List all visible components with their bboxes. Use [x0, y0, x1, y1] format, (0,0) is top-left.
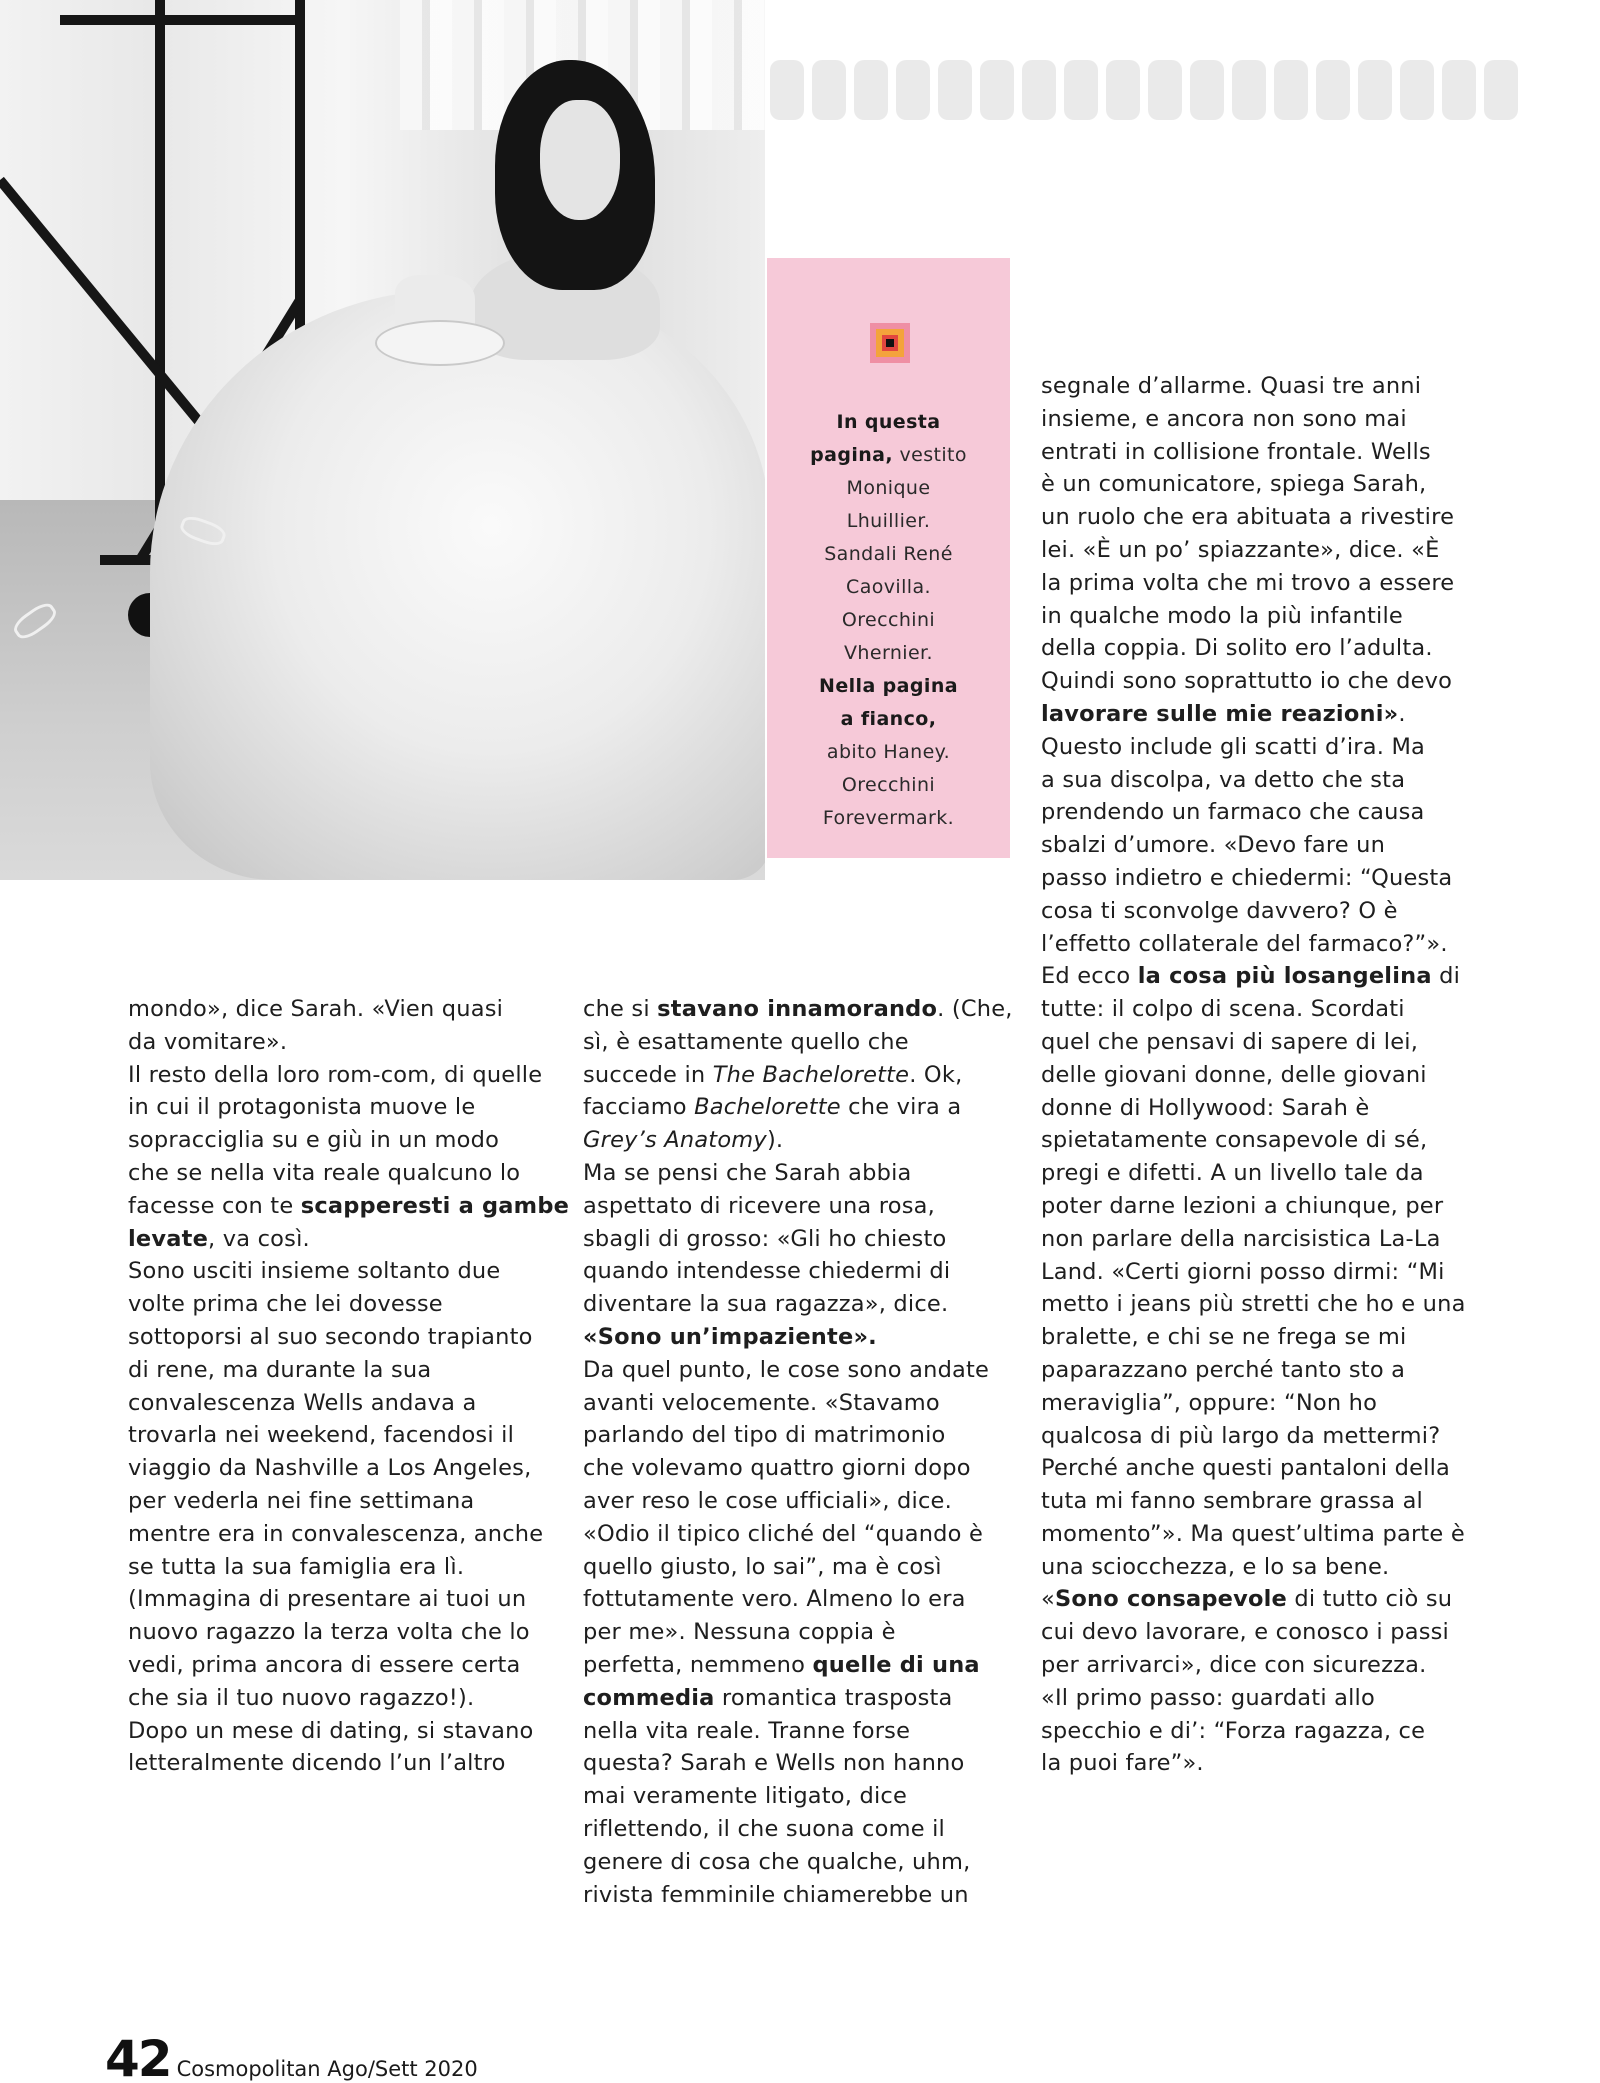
caption-text: Forevermark.: [822, 807, 955, 829]
text-line: [1041, 1026, 1466, 1059]
text-line: [583, 1715, 1013, 1748]
text-line: [1041, 928, 1466, 961]
caption-bold-text: Nella pagina: [819, 675, 958, 697]
text-line: [1041, 1092, 1466, 1125]
text-run: metto i jeans più stretti che ho e una: [1041, 1291, 1466, 1318]
text-line: [1041, 1551, 1466, 1584]
text-line: [583, 1255, 1013, 1288]
text-run: poter darne lezioni a chiunque, per: [1041, 1192, 1444, 1219]
text-run: specchio e di’: “Forza ragazza, ce: [1041, 1717, 1426, 1744]
text-line: [1041, 960, 1466, 993]
text-run: viaggio da Nashville a Los Angeles,: [128, 1455, 532, 1482]
text-run: passo indietro e chiedermi: “Questa: [1041, 864, 1453, 891]
text-run: per me». Nessuna coppia è: [583, 1619, 896, 1646]
text-line: [1041, 1649, 1466, 1682]
text-run: qualcosa di più largo da mettermi?: [1041, 1422, 1441, 1449]
text-run: Sono usciti insieme soltanto due: [128, 1258, 501, 1285]
face: [540, 100, 620, 220]
text-run: rivista femminile chiamerebbe un: [583, 1881, 969, 1908]
text-run: spietatamente consapevole di sé,: [1041, 1127, 1428, 1154]
italic-text: Bachelorette: [694, 1094, 841, 1121]
text-run: diventare la sua ragazza», dice.: [583, 1291, 949, 1318]
caption-text: Vhernier.: [844, 642, 933, 664]
text-line: [1041, 1157, 1466, 1190]
text-run: bralette, e chi se ne frega se mi: [1041, 1324, 1407, 1351]
text-run: tutte: il colpo di scena. Scordati: [1041, 996, 1405, 1023]
text-line: [583, 1616, 1013, 1649]
text-line: [1041, 632, 1466, 665]
text-run: sbagli di grosso: «Gli ho chiesto: [583, 1225, 947, 1252]
white-gown: [150, 290, 765, 880]
text-line: [583, 1485, 1013, 1518]
photo-caption: [767, 406, 1010, 835]
text-run: entrati in collisione frontale. Wells: [1041, 438, 1431, 465]
bold-text: scapperesti a gambe: [300, 1192, 570, 1219]
caption-line: [767, 472, 1010, 505]
text-run: la puoi fare”».: [1041, 1750, 1204, 1777]
bold-text: stavano innamorando: [657, 996, 938, 1022]
caption-line: [767, 571, 1010, 604]
text-run: genere di cosa che qualche, uhm,: [583, 1848, 971, 1875]
text-line: [1041, 1715, 1466, 1748]
text-line: [583, 1780, 1013, 1813]
caption-text: Orecchini: [841, 774, 936, 796]
text-line: [128, 1419, 569, 1452]
text-run: fottutamente vero. Almeno lo era: [583, 1586, 966, 1613]
text-run: paparazzano perché tanto sto a: [1041, 1356, 1406, 1383]
bold-text: «Sono un’impaziente».: [583, 1323, 877, 1350]
text-run: convalescenza Wells andava a: [128, 1389, 477, 1416]
text-run: in cui il protagonista muove le: [128, 1094, 476, 1121]
text-line: [1041, 1452, 1466, 1485]
text-run: . (Che,: [937, 996, 1013, 1022]
text-line: [583, 1190, 1013, 1223]
bold-text: levate: [128, 1225, 209, 1252]
text-run: aspettato di ricevere una rosa,: [583, 1192, 935, 1219]
caption-line: [767, 439, 1010, 472]
text-line: [128, 1223, 569, 1256]
text-line: [128, 1485, 569, 1518]
text-run: Da quel punto, le cose sono andate: [583, 1356, 990, 1383]
text-line: [128, 1026, 569, 1059]
text-line: [583, 1846, 1013, 1879]
text-line: [1041, 1354, 1466, 1387]
text-run: non parlare della narcisistica La-La: [1041, 1225, 1441, 1252]
caption-text: Monique: [846, 477, 931, 499]
text-line: [128, 993, 569, 1026]
text-line: [1041, 1321, 1466, 1354]
text-run: cosa ti sconvolge davvero? O è: [1041, 897, 1398, 924]
caption-line: [767, 637, 1010, 670]
text-line: [583, 1583, 1013, 1616]
text-run: di rene, ma durante la sua: [128, 1356, 432, 1383]
text-line: [583, 1223, 1013, 1256]
ghost-lettering: [770, 60, 1600, 140]
text-run: se tutta la sua famiglia era lì.: [128, 1553, 465, 1580]
text-run: che sia il tuo nuovo ragazzo!).: [128, 1684, 475, 1711]
text-line: [128, 1255, 569, 1288]
text-line: [583, 1321, 1013, 1354]
text-line: [583, 1419, 1013, 1452]
text-run: insieme, e ancora non sono mai: [1041, 405, 1407, 432]
text-line: [128, 1715, 569, 1748]
text-line: [1041, 1124, 1466, 1157]
text-run: è un comunicatore, spiega Sarah,: [1041, 471, 1427, 498]
text-line: [1041, 1256, 1466, 1289]
text-line: [1041, 1223, 1466, 1256]
caption-text: Sandali René: [824, 543, 953, 565]
text-line: [583, 1288, 1013, 1321]
text-line: [128, 1747, 569, 1780]
text-line: [1041, 862, 1466, 895]
text-line: [128, 1551, 569, 1584]
text-run: la prima volta che mi trovo a essere: [1041, 569, 1455, 596]
text-run: sopracciglia su e giù in un modo: [128, 1127, 500, 1154]
text-line: [128, 1321, 569, 1354]
text-line: [128, 1682, 569, 1715]
text-run: Land. «Certi giorni posso dirmi: “Mi: [1041, 1258, 1445, 1285]
text-line: [128, 1288, 569, 1321]
text-run: Quindi sono soprattutto io che devo: [1041, 668, 1453, 695]
text-run: vedi, prima ancora di essere certa: [128, 1651, 521, 1678]
text-run: facesse con te: [128, 1192, 301, 1219]
caption-line: [767, 538, 1010, 571]
text-line: [128, 1387, 569, 1420]
text-run: delle giovani donne, delle giovani: [1041, 1061, 1427, 1088]
text-run: che se nella vita reale qualcuno lo: [128, 1159, 521, 1186]
text-line: [1041, 567, 1466, 600]
caption-bold-text: In questa: [836, 411, 941, 433]
text-line: [1041, 403, 1466, 436]
text-run: di: [1431, 963, 1461, 990]
text-run: mai veramente litigato, dice: [583, 1783, 908, 1810]
text-line: [1041, 698, 1466, 731]
text-line: [1041, 1682, 1466, 1715]
text-run: segnale d’allarme. Quasi tre anni: [1041, 373, 1422, 399]
text-line: [128, 1518, 569, 1551]
text-line: [1041, 534, 1466, 567]
caption-line: [767, 703, 1010, 736]
caption-line: [767, 736, 1010, 769]
text-line: [1041, 1616, 1466, 1649]
text-run: in qualche modo la più infantile: [1041, 602, 1403, 629]
text-line: [128, 1157, 569, 1190]
text-run: perfetta, nemmeno: [583, 1651, 813, 1678]
text-run: meraviglia”, oppure: “Non ho: [1041, 1389, 1378, 1416]
nested-squares-icon: [870, 323, 910, 363]
caption-line: [767, 670, 1010, 703]
text-run: pregi e difetti. A un livello tale da: [1041, 1160, 1424, 1187]
text-run: romantica trasposta: [714, 1684, 953, 1711]
text-line: [583, 1059, 1013, 1092]
text-line: [583, 1879, 1013, 1912]
text-line: [583, 1452, 1013, 1485]
page-number: 42: [105, 2030, 171, 2083]
text-line: [583, 1518, 1013, 1551]
text-line: [1041, 895, 1466, 928]
text-run: da vomitare».: [128, 1028, 288, 1055]
text-line: [583, 1813, 1013, 1846]
text-line: [583, 1124, 1013, 1157]
text-run: che vira a: [840, 1094, 962, 1121]
caption-bold-text: a fianco,: [840, 708, 937, 730]
text-line: [583, 1387, 1013, 1420]
bold-text: lavorare sulle mie reazioni»: [1041, 700, 1399, 727]
text-line: [583, 1682, 1013, 1715]
text-run: quando intendesse chiedermi di: [583, 1258, 951, 1285]
text-run: prendendo un farmaco che causa: [1041, 799, 1425, 826]
text-run: «Il primo passo: guardati allo: [1041, 1684, 1375, 1711]
bold-text: quelle di una: [812, 1651, 980, 1678]
caption-text: Lhuillier.: [846, 510, 931, 532]
text-run: sottoporsi al suo secondo trapianto: [128, 1323, 533, 1350]
caption-bold-text: pagina,: [810, 444, 894, 466]
caption-text: vestito: [893, 444, 967, 466]
text-line: [128, 1091, 569, 1124]
text-run: . Ok,: [909, 1061, 963, 1088]
text-run: lei. «È un po’ spiazzante», dice. «È: [1041, 536, 1440, 563]
text-line: [583, 1747, 1013, 1780]
text-line: [1041, 1518, 1466, 1551]
caption-box: [767, 258, 1010, 858]
italic-text: Grey’s Anatomy: [583, 1127, 767, 1154]
italic-text: The Bachelorette: [712, 1061, 910, 1088]
text-run: questa? Sarah e Wells non hanno: [583, 1750, 965, 1777]
text-run: della coppia. Di solito ero l’adulta.: [1041, 635, 1433, 662]
text-run: riflettendo, il che suona come il: [583, 1815, 945, 1842]
text-line: [1041, 1387, 1466, 1420]
text-column-1: [128, 993, 569, 1780]
text-run: sì, è esattamente quello che: [583, 1028, 909, 1055]
text-run: «Odio il tipico cliché del “quando è: [583, 1520, 983, 1547]
text-run: una sciocchezza, e lo sa bene.: [1041, 1553, 1390, 1580]
text-line: [128, 1124, 569, 1157]
text-run: tuta mi fanno sembrare grassa al: [1041, 1488, 1424, 1515]
text-run: Questo include gli scatti d’ira. Ma: [1041, 733, 1426, 760]
publication-info: Cosmopolitan Ago/Sett 2020: [176, 2057, 478, 2081]
plate: [375, 320, 505, 366]
text-line: [128, 1616, 569, 1649]
text-line: [1041, 1059, 1466, 1092]
bold-text: Sono consapevole: [1054, 1586, 1287, 1613]
text-line: [128, 1059, 569, 1092]
text-run: quel che pensavi di sapere di lei,: [1041, 1028, 1419, 1055]
text-run: Ma se pensi che Sarah abbia: [583, 1159, 912, 1186]
text-line: [583, 1551, 1013, 1584]
text-run: mentre era in convalescenza, anche: [128, 1520, 544, 1547]
text-line: [1041, 370, 1466, 403]
text-run: Il resto della loro rom-com, di quelle: [128, 1061, 543, 1088]
text-line: [583, 1091, 1013, 1124]
caption-text: Orecchini: [841, 609, 936, 631]
text-run: momento”». Ma quest’ultima parte è: [1041, 1520, 1465, 1547]
text-line: [1041, 1288, 1466, 1321]
text-line: [1041, 501, 1466, 534]
text-run: che volevamo quattro giorni dopo: [583, 1455, 971, 1482]
text-line: [1041, 796, 1466, 829]
text-run: Perché anche questi pantaloni della: [1041, 1455, 1451, 1482]
text-line: [583, 1026, 1013, 1059]
text-run: nuovo ragazzo la terza volta che lo: [128, 1619, 530, 1646]
text-run: facciamo: [583, 1094, 695, 1121]
text-run: per vederla nei fine settimana: [128, 1487, 475, 1514]
text-line: [1041, 1485, 1466, 1518]
text-line: [1041, 665, 1466, 698]
text-run: aver reso le cose ufficiali», dice.: [583, 1487, 952, 1514]
text-run: trovarla nei weekend, facendosi il: [128, 1422, 515, 1449]
text-run: cui devo lavorare, e conosco i passi: [1041, 1619, 1449, 1646]
text-run: sbalzi d’umore. «Devo fare un: [1041, 832, 1386, 859]
text-run: Dopo un mese di dating, si stavano: [128, 1717, 534, 1744]
text-line: [128, 1583, 569, 1616]
text-run: l’effetto collaterale del farmaco?”».: [1041, 930, 1448, 957]
text-line: [1041, 436, 1466, 469]
text-run: per arrivarci», dice con sicurezza.: [1041, 1652, 1427, 1679]
text-line: [583, 1649, 1013, 1682]
text-line: [1041, 1583, 1466, 1616]
text-run: , va così.: [208, 1225, 310, 1252]
editorial-photo: [0, 0, 765, 880]
text-column-2: [583, 993, 1013, 1911]
text-run: «: [1041, 1586, 1055, 1613]
text-line: [1041, 600, 1466, 633]
text-run: a sua discolpa, va detto che sta: [1041, 766, 1406, 793]
text-run: un ruolo che era abituata a rivestire: [1041, 504, 1455, 531]
caption-line: [767, 406, 1010, 439]
text-line: [1041, 993, 1466, 1026]
text-run: parlando del tipo di matrimonio: [583, 1422, 946, 1449]
text-line: [128, 1649, 569, 1682]
text-line: [583, 1157, 1013, 1190]
text-line: [1041, 1747, 1466, 1780]
text-run: ).: [766, 1127, 784, 1154]
text-run: di tutto ciò su: [1287, 1586, 1453, 1613]
caption-line: [767, 604, 1010, 637]
text-run: (Immagina di presentare ai tuoi un: [128, 1586, 527, 1613]
page-footer: [105, 2030, 478, 2083]
caption-line: [767, 769, 1010, 802]
text-run: .: [1398, 700, 1406, 727]
text-line: [1041, 468, 1466, 501]
text-run: nella vita reale. Tranne forse: [583, 1717, 911, 1744]
text-line: [1041, 1420, 1466, 1453]
text-line: [1041, 731, 1466, 764]
text-run: Ed ecco: [1041, 963, 1138, 990]
caption-text: abito Haney.: [826, 741, 951, 763]
text-column-3: [1041, 370, 1466, 1780]
text-line: [128, 1452, 569, 1485]
bold-text: commedia: [583, 1684, 715, 1711]
text-run: quello giusto, lo sai”, ma è così: [583, 1553, 942, 1580]
text-line: [583, 1354, 1013, 1387]
text-run: mondo», dice Sarah. «Vien quasi: [128, 996, 504, 1022]
text-run: volte prima che lei dovesse: [128, 1291, 443, 1318]
text-line: [1041, 829, 1466, 862]
text-run: avanti velocemente. «Stavamo: [583, 1389, 940, 1416]
text-line: [128, 1190, 569, 1223]
text-run: che si: [583, 996, 658, 1022]
text-run: donne di Hollywood: Sarah è: [1041, 1094, 1370, 1121]
text-run: letteralmente dicendo l’un l’altro: [128, 1750, 506, 1777]
text-line: [583, 993, 1013, 1026]
bold-text: la cosa più losangelina: [1137, 963, 1432, 990]
caption-line: [767, 505, 1010, 538]
text-line: [128, 1354, 569, 1387]
text-line: [1041, 764, 1466, 797]
caption-line: [767, 802, 1010, 835]
text-run: succede in: [583, 1061, 713, 1088]
caption-text: Caovilla.: [846, 576, 931, 598]
text-line: [1041, 1190, 1466, 1223]
